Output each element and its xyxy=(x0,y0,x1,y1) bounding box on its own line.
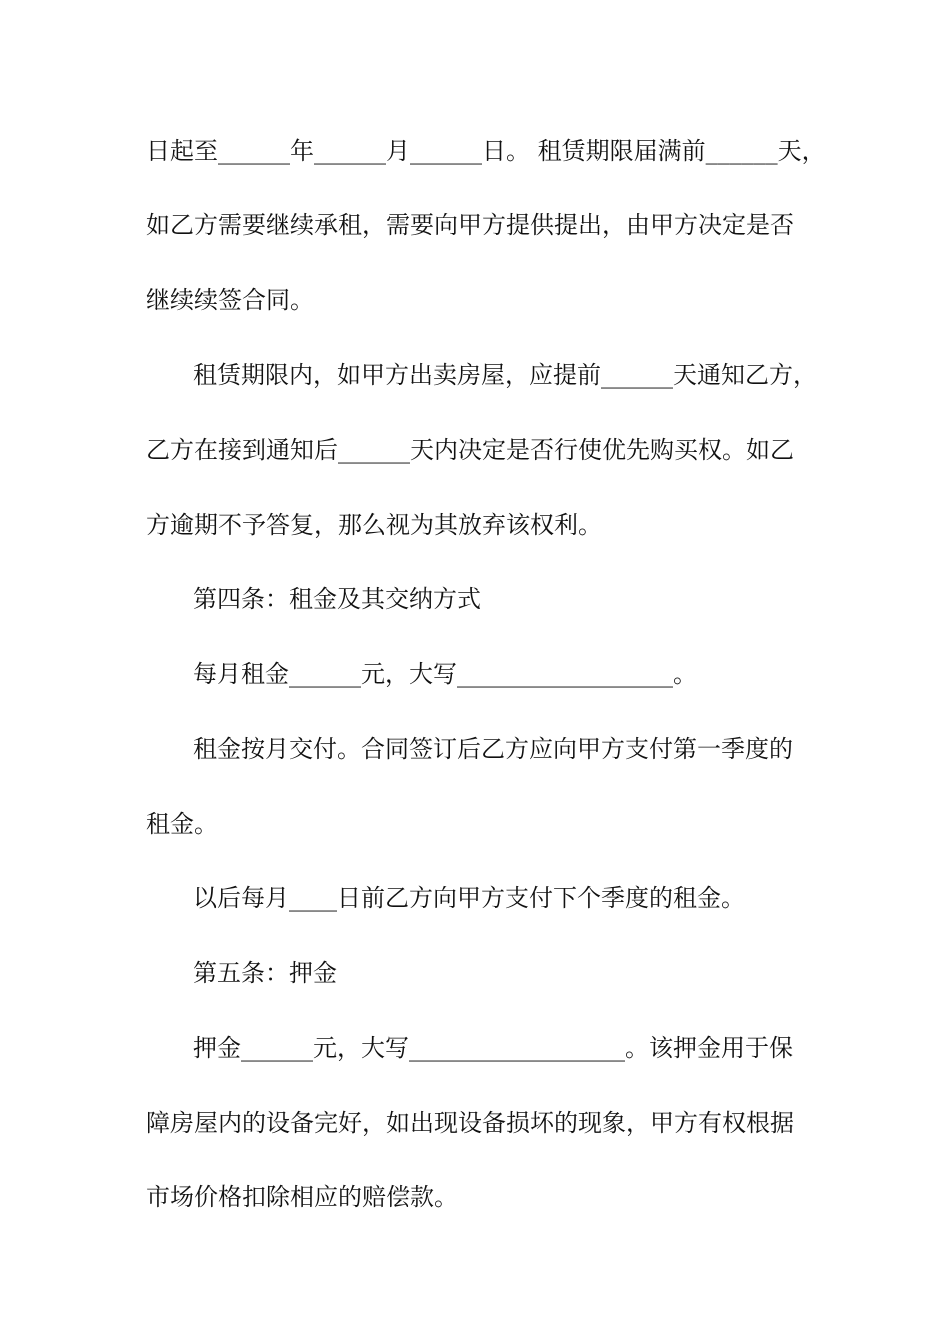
text-line: 乙方在接到通知后______天内决定是否行使优先购买权。如乙 xyxy=(146,436,794,464)
text-line: 如乙方需要继续承租，需要向甲方提供提出，由甲方决定是否 xyxy=(146,211,794,239)
text-line: 市场价格扣除相应的赔偿款。 xyxy=(146,1183,458,1211)
text-line: 日起至______年______月______日。 租赁期限届满前______天， xyxy=(146,137,826,165)
text-line: 以后每月____日前乙方向甲方支付下个季度的租金。 xyxy=(193,884,745,912)
section-heading: 第五条：押金 xyxy=(193,959,337,987)
text-line: 押金______元，大写__________________。该押金用于保 xyxy=(193,1034,793,1062)
text-line: 障房屋内的设备完好，如出现设备损坏的现象，甲方有权根据 xyxy=(146,1109,794,1137)
text-line: 方逾期不予答复，那么视为其放弃该权利。 xyxy=(146,511,602,539)
section-heading: 第四条：租金及其交纳方式 xyxy=(193,585,481,613)
text-line: 租金按月交付。合同签订后乙方应向甲方支付第一季度的 xyxy=(193,735,793,763)
text-line: 租赁期限内，如甲方出卖房屋，应提前______天通知乙方， xyxy=(193,361,817,389)
text-line: 继续续签合同。 xyxy=(146,286,314,314)
text-line: 租金。 xyxy=(146,810,218,838)
text-line: 每月租金______元，大写__________________。 xyxy=(193,660,697,688)
